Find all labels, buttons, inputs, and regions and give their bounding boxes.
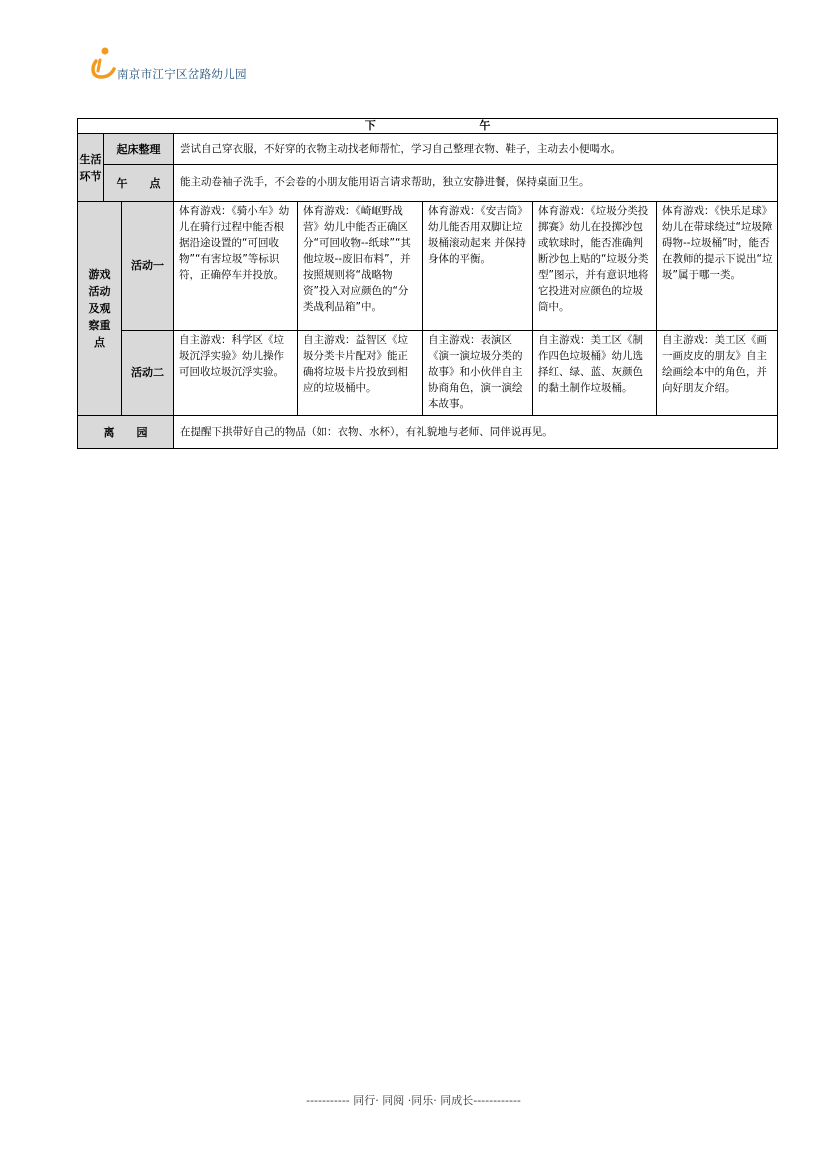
activity2-cell-1: 自主游戏：科学区《垃圾沉浮实验》幼儿操作可回收垃圾沉浮实验。: [174, 331, 298, 416]
activity1-label: 活动一: [122, 202, 174, 331]
activity2-cell-4: 自主游戏：美工区《制作四色垃圾桶》幼儿选择红、绿、蓝、灰颜色的黏土制作垃圾桶。: [533, 331, 657, 416]
activity1-cell-1: 体育游戏：《骑小车》幼儿在骑行过程中能否根据沿途设置的“可回收物”“有害垃圾”等标识符，正确停车并投放。: [174, 202, 298, 331]
game-section-label: 游戏活动及观察重点: [78, 202, 122, 416]
wakeup-label: 起床整理: [104, 134, 174, 165]
leave-label: 离 园: [78, 416, 174, 449]
afternoon-plan-table: [77, 118, 778, 449]
school-logo: [88, 46, 308, 82]
activity2-cell-2: 自主游戏：益智区《垃圾分类卡片配对》能正确将垃圾卡片投放到相应的垃圾桶中。: [298, 331, 423, 416]
activity1-cell-2: 体育游戏：《崎岖野战营》幼儿中能否正确区分“可回收物--纸球”“其他垃圾--废旧布料”，并按照规则将“战略物资”投入对应颜色的“分类战利品箱”中。: [298, 202, 423, 331]
school-logo-icon: [88, 46, 120, 82]
activity1-cell-4: 体育游戏：《垃圾分类投掷赛》幼儿在投掷沙包或软球时，能否准确判断沙包上贴的“垃圾分类型”图示，并有意识地将它投进对应颜色的垃圾筒中。: [533, 202, 657, 331]
table-title: [78, 119, 778, 134]
wakeup-text: 尝试自己穿衣服，不好穿的衣物主动找老师帮忙，学习自己整理衣物、鞋子，主动去小便喝水。: [174, 134, 778, 165]
activity2-cell-5: 自主游戏：美工区《画一画皮皮的朋友》自主绘画绘本中的角色，并向好朋友介绍。: [657, 331, 778, 416]
activity1-cell-3: 体育游戏：《安吉筒》幼儿能否用双脚让垃圾桶滚动起来 并保持身体的平衡。: [423, 202, 533, 331]
activity2-cell-3: 自主游戏：表演区《演一演垃圾分类的故事》和小伙伴自主协商角色，演一演绘本故事。: [423, 331, 533, 416]
snack-label: 午 点: [104, 165, 174, 202]
title-char-xia: 下: [364, 119, 376, 132]
page-footer: ----------- 同行· 同阅 ·同乐· 同成长------------: [306, 1094, 521, 1107]
school-name: 南京市江宁区岔路幼儿园: [117, 67, 247, 81]
life-section-label: 生活环节: [78, 134, 104, 202]
leave-text: 在提醒下拱带好自己的物品（如：衣物、水杯），有礼貌地与老师、同伴说再见。: [174, 416, 778, 449]
activity2-label: 活动二: [122, 331, 174, 416]
snack-text: 能主动卷袖子洗手，不会卷的小朋友能用语言请求帮助，独立安静进餐，保持桌面卫生。: [174, 165, 778, 202]
activity1-cell-5: 体育游戏：《快乐足球》幼儿在带球绕过“垃圾障碍物--垃圾桶”时，能否在教师的提示下说出“垃圾”属于哪一类。: [657, 202, 778, 331]
title-char-wu: 午: [479, 119, 491, 132]
